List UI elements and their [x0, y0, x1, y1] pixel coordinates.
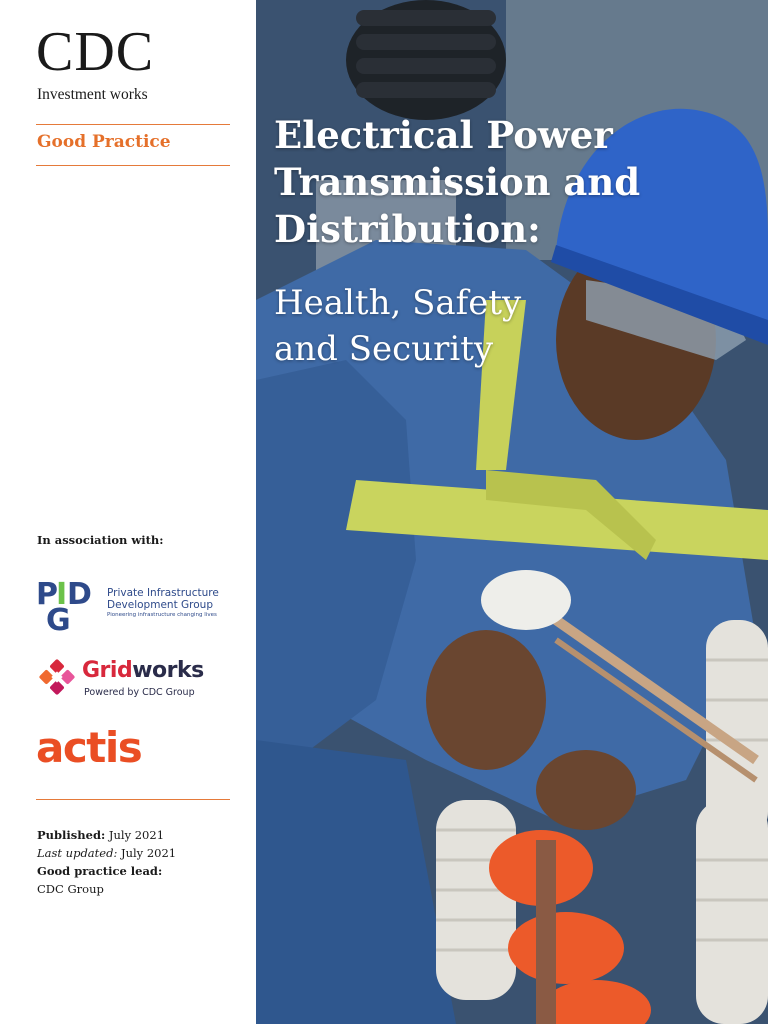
gridworks-mark-icon — [36, 657, 78, 697]
divider-top — [36, 124, 230, 125]
gridworks-subtitle: Powered by CDC Group — [84, 687, 195, 698]
svg-text:P: P — [36, 577, 58, 612]
svg-text:D: D — [67, 577, 92, 612]
updated-line — [37, 844, 176, 862]
gridworks-name-works: works — [132, 658, 204, 683]
published-line — [37, 826, 176, 844]
updated-label: Last updated: — [37, 846, 118, 860]
actis-logo: actis — [36, 723, 142, 772]
lead-label-line — [37, 862, 176, 880]
published-value: July 2021 — [108, 828, 165, 842]
divider-series — [36, 165, 230, 166]
divider-bottom — [36, 799, 230, 800]
published-label: Published: — [37, 828, 106, 842]
gridworks-name — [82, 658, 204, 683]
lead-label: Good practice lead: — [37, 864, 163, 878]
series-label: Good Practice — [37, 132, 171, 152]
publication-info — [37, 826, 176, 898]
document-subtitle: Health, Safety and Security — [274, 283, 522, 369]
pidg-mark-icon — [36, 574, 102, 632]
svg-text:I: I — [56, 577, 68, 612]
lead-value-line: CDC Group — [37, 882, 104, 896]
document-title: Electrical Power Transmission and Distribution: — [274, 113, 641, 251]
svg-text:G: G — [46, 603, 71, 632]
pidg-name: Private Infrastructure Development Group — [107, 587, 219, 611]
updated-value: July 2021 — [120, 846, 177, 860]
gridworks-logo — [36, 657, 236, 701]
gridworks-name-grid: Grid — [82, 658, 133, 683]
pidg-tagline: Pioneering infrastructure changing lives — [107, 612, 217, 618]
cdc-logo: CDC — [36, 21, 155, 83]
pidg-logo — [36, 574, 236, 632]
cover-sidebar — [0, 0, 256, 1024]
association-label: In association with: — [37, 533, 164, 547]
cdc-tagline: Investment works — [37, 86, 148, 103]
